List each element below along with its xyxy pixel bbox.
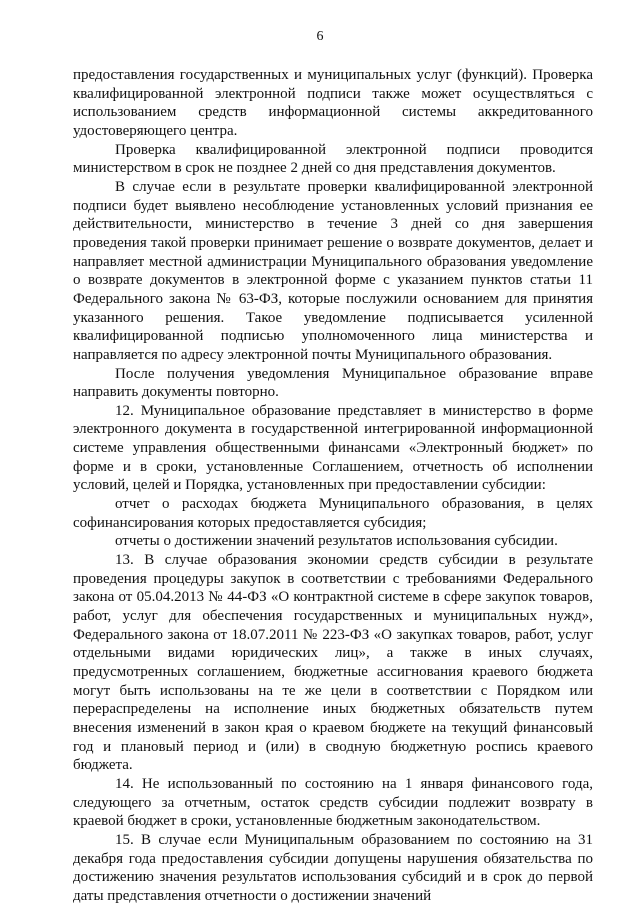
paragraph: 14. Не использованный по состоянию на 1 января финансового года, следующего за отчетным, остаток средств субсидии подлежит возврату в краевой бюджет в сроки, установленные бюджетным законодательством.	[73, 775, 593, 830]
paragraph: Проверка квалифицированной электронной подписи проводится министерством в срок не позднее 2 дней со дня представления документов.	[73, 141, 593, 177]
paragraph: отчеты о достижении значений результатов использования субсидии.	[115, 533, 558, 550]
document-body	[73, 66, 593, 906]
paragraph: 15. В случае если Муниципальным образованием по состоянию на 31 декабря года предоставления субсидии допущены нарушения обязательства по достижению значения результатов использования субсидий и в срок до первой даты представления отчетности о достижении значений	[73, 831, 593, 904]
paragraph: отчет о расходах бюджета Муниципального образования, в целях софинансирования которых предоставляется субсидия;	[73, 496, 593, 531]
paragraph: В случае если в результате проверки квалифицированной электронной подписи будет выявлено несоблюдение установленных условий признания ее действительности, министерство в течение 3 дней со дня завершения проведения такой проверки принимает решение о возврате документов, делает и направляет местной администрации Муниципального образования уведомление о возврате документов в электронной форме с указанием пунктов статьи 11 Федерального закона № 63-ФЗ, которые послужили основанием для принятия указанного решения. Такое уведомление подписывается усиленной квалифицированной подписью уполномоченного лица министерства и направляется по адресу электронной почты Муниципального образования.	[73, 178, 593, 363]
paragraph: 12. Муниципальное образование представляет в министерство в форме электронного документа в государственной интегрированной информационной системе управления общественными финансами «Электронный бюджет» по форме и в сроки, установленные Соглашением, отчетность об исполнении условий, целей и Порядка, установленных при предоставлении субсидии:	[73, 402, 593, 494]
paragraph: После получения уведомления Муниципальное образование вправе направить документы повторно.	[73, 365, 593, 401]
paragraph: 13. В случае образования экономии средств субсидии в результате проведения процедуры закупок в соответствии с требованиями Федерального закона от 05.04.2013 № 44-ФЗ «О контрактной системе в сфере закупок товаров, работ, услуг для обеспечения государственных и муниципальных нужд», Федерального закона от 18.07.2011 № 223-ФЗ «О закупках товаров, работ, услуг отдельными видами юридических лиц», а также в иных случаях, предусмотренных соглашением, бюджетные ассигнования краевого бюджета могут быть использованы на те же цели в соответствии с Порядком или перераспределены на исполнение иных бюджетных обязательств путем внесения изменений в закон края о краевом бюджете на текущий финансовый год и плановый период и (или) в сводную бюджетную роспись краевого бюджета.	[73, 552, 593, 774]
page-number: 6	[316, 29, 324, 44]
paragraph: предоставления государственных и муниципальных услуг (функций). Проверка квалифицированной электронной подписи также может осуществляться с использованием средств информационной системы аккредитованного удостоверяющего центра.	[73, 67, 593, 139]
